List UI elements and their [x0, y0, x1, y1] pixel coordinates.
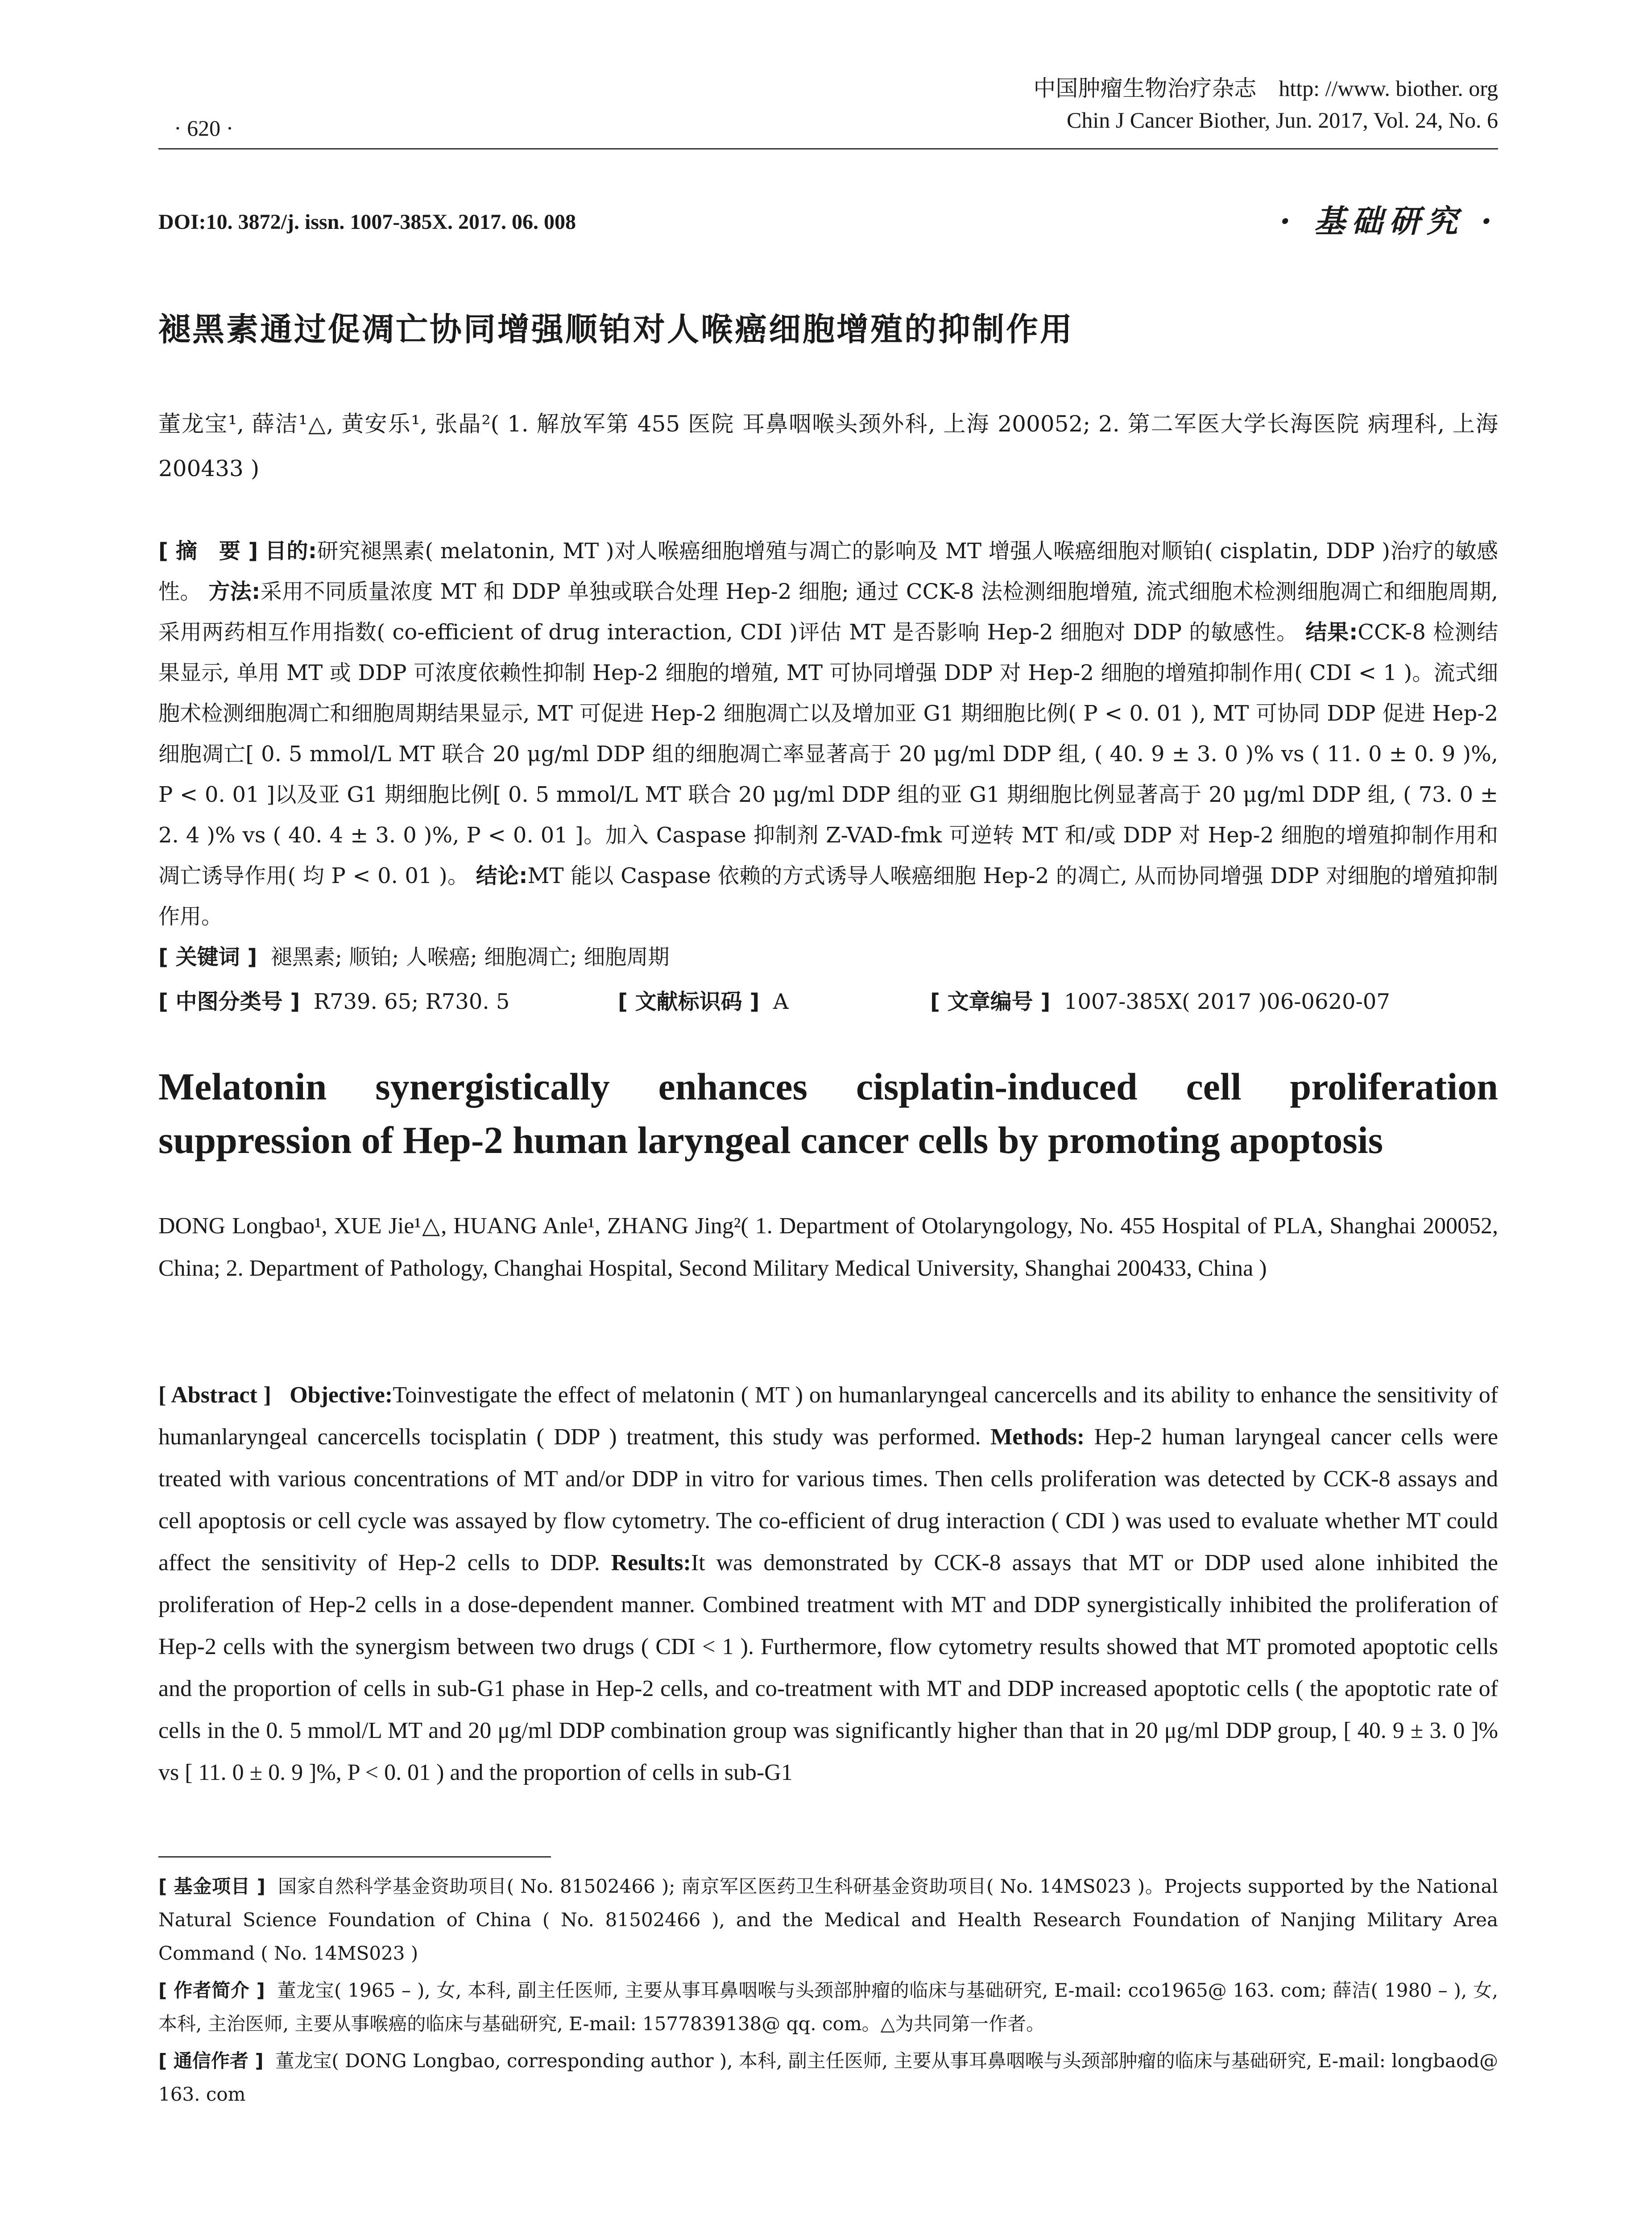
journal-header-en: Chin J Cancer Biother, Jun. 2017, Vol. 24, No. 6: [1067, 108, 1498, 133]
results-cn: CCK-8 检测结果显示, 单用 MT 或 DDP 可浓度依赖性抑制 Hep-2 细胞的增殖, MT 可协同增强 DDP 对 Hep-2 细胞的增殖抑制作用( CDI < 1 )。流式细胞术检测细胞凋亡和细胞周期结果显示, MT 可促进 Hep-2 细胞凋亡以及增加亚 G1 期细胞比例( P < 0. 01 ), MT 可协同 DDP 促进 Hep-2 细胞凋亡[ 0. 5 mmol/L MT 联合 20 μg/ml DDP 组的细胞凋亡率显著高于 20 μg/ml DDP 组, ( 40. 9 ± 3. 0 )% vs ( 11. 0 ± 0. 9 )%, P < 0. 01 ]以及亚 G1 期细胞比例[ 0. 5 mmol/L MT 联合 20 μg/ml DDP 组的亚 G1 期细胞比例显著高于 20 μg/ml DDP 组, ( 73. 0 ± 2. 4 )% vs ( 40. 4 ± 3. 0 )%, P < 0. 01 ]。加入 Caspase 抑制剂 Z-VAD-fmk 可逆转 MT 和/或 DDP 对 Hep-2 细胞的增殖抑制作用和凋亡诱导作用( 均 P < 0. 01 )。: [158, 620, 1498, 888]
conclusion-cn: MT 能以 Caspase 依赖的方式诱导人喉癌细胞 Hep-2 的凋亡, 从而协同增强 DDP 对细胞的增殖抑制作用。: [158, 863, 1498, 929]
fund-text: 国家自然科学基金资助项目( No. 81502466 ); 南京军区医药卫生科研基金资助项目( No. 14MS023 )。Projects supported by the National Natural Science Foundation of China ( No. 81502466 ), and the Medical and Health Research Foundation of Nanjing Military Area Command ( No. 14MS023 ): [158, 1875, 1498, 1964]
results-en-label: Results:: [611, 1550, 691, 1576]
footnote-fund: [158, 1870, 1498, 1970]
corr-text: 董龙宝( DONG Longbao, corresponding author ), 本科, 副主任医师, 主要从事耳鼻咽喉与头颈部肿瘤的临床与基础研究, E-mail: longbaod@ 163. com: [158, 2050, 1498, 2105]
article-no-label: [ 文章编号 ]: [930, 989, 1051, 1014]
results-en: It was demonstrated by CCK-8 assays that MT or DDP used alone inhibited the proliferation of Hep-2 cells in a dose-dependent manner. Combined treatment with MT and DDP synergistically inhibited the proliferation of Hep-2 cells with the synergism between two drugs ( CDI < 1 ). Furthermore, flow cytometry results showed that MT promoted apoptotic cells and the proportion of cells in sub-G1 phase in Hep-2 cells, and co-treatment with MT and DDP increased apoptotic cells ( the apoptotic rate of cells in the 0. 5 mmol/L MT and 20 μg/ml DDP combination group was significantly higher than that in 20 μg/ml DDP group, [ 40. 9 ± 3. 0 ]% vs [ 11. 0 ± 0. 9 ]%, P < 0. 01 ) and the proportion of cells in sub-G1: [158, 1550, 1499, 1785]
results-cn-label: 结果:: [1305, 620, 1358, 645]
fund-label: [ 基金项目 ]: [158, 1875, 265, 1897]
abstract-cn: [158, 531, 1498, 937]
header-rule: [158, 148, 1498, 149]
footnote-corresponding: [158, 2044, 1498, 2111]
footnotes: [158, 1870, 1498, 2115]
abstract-cn-label: [ 摘 要 ]: [158, 539, 258, 564]
authors-cn: [158, 402, 1498, 491]
title-cn: 褪黑素通过促凋亡协同增强顺铂对人喉癌细胞增殖的抑制作用: [158, 311, 1074, 348]
bio-text: 董龙宝( 1965 – ), 女, 本科, 副主任医师, 主要从事耳鼻咽喉与头颈部肿瘤的临床与基础研究, E-mail: cco1965@ 163. com; 薛洁( 1980 – ), 女, 本科, 主治医师, 主要从事喉癌的临床与基础研究, E-mail: 1577839138@ qq. com。△为共同第一作者。: [158, 1979, 1498, 2035]
keywords-cn-label: [ 关键词 ]: [158, 945, 257, 970]
affiliations-en: ( 1. Department of Otolaryngology, No. 455 Hospital of PLA, Shanghai 200052, China; 2. Department of Pathology, Changhai Hospital, Second Military Medical University, Shanghai 200433, China ): [158, 1213, 1499, 1281]
bio-label: [ 作者简介 ]: [158, 1979, 265, 2001]
footnote-rule: [158, 1856, 551, 1858]
keywords-cn: [158, 937, 1498, 978]
keywords-cn-text: 褪黑素; 顺铂; 人喉癌; 细胞凋亡; 细胞周期: [270, 945, 670, 970]
page-number: · 620 ·: [174, 116, 234, 141]
classification-row: [158, 982, 1498, 1022]
affiliations-cn: ( 1. 解放军第 455 医院 耳鼻咽喉头颈外科, 上海 200052; 2. 第二军医大学长海医院 病理科, 上海 200433 ): [158, 411, 1498, 481]
objective-cn: 研究褪黑素( melatonin, MT )对人喉癌细胞增殖与凋亡的影响及 MT 增强人喉癌细胞对顺铂( cisplatin, DDP )治疗的敏感性。: [158, 539, 1498, 604]
clc-value: R739. 65; R730. 5: [313, 989, 510, 1014]
methods-cn: 采用不同质量浓度 MT 和 DDP 单独或联合处理 Hep-2 细胞; 通过 CCK-8 法检测细胞增殖, 流式细胞术检测细胞凋亡和细胞周期, 采用两药相互作用指数( co-efficient of drug interaction, CDI )评估 MT 是否影响 Hep-2 细胞对 DDP 的敏感性。: [158, 579, 1498, 645]
column-tag: · 基础研究 ·: [1279, 203, 1498, 240]
doc-code-label: [ 文献标识码 ]: [618, 989, 760, 1014]
article-no-value: 1007-385X( 2017 )06-0620-07: [1064, 989, 1390, 1014]
doi: DOI:10. 3872/j. issn. 1007-385X. 2017. 06. 008: [158, 210, 576, 234]
author-names-en: DONG Longbao¹, XUE Jie¹△, HUANG Anle¹, ZHANG Jing²: [158, 1213, 741, 1239]
methods-en: Hep-2 human laryngeal cancer cells were treated with various concentrations of MT and/or DDP in vitro for various times. Then cells proliferation was detected by CCK-8 assays and cell apoptosis or cell cycle was assayed by flow cytometry. The co-efficient of drug interaction ( CDI ) was used to evaluate whether MT could affect the sensitivity of Hep-2 cells to DDP.: [158, 1424, 1498, 1576]
conclusion-cn-label: 结论:: [476, 863, 528, 888]
doc-code-value: A: [773, 989, 789, 1014]
corr-label: [ 通信作者 ]: [158, 2050, 264, 2072]
methods-cn-label: 方法:: [208, 579, 261, 604]
abstract-en: [158, 1374, 1498, 1794]
journal-header-cn: 中国肿瘤生物治疗杂志 http: //www. biother. org: [1033, 76, 1498, 101]
methods-en-label: Methods:: [990, 1424, 1085, 1450]
authors-en: [158, 1205, 1498, 1290]
footnote-bio: [158, 1974, 1498, 2040]
objective-en: Toinvestigate the effect of melatonin ( MT ) on humanlaryngeal cancercells and its ability to enhance the sensitivity of humanlaryngeal cancercells tocisplatin ( DDP ) treatment, this study was performed.: [158, 1382, 1499, 1450]
objective-cn-label: 目的:: [265, 539, 317, 564]
author-names-cn: 董龙宝¹, 薛洁¹△, 黄安乐¹, 张晶²: [158, 411, 491, 437]
abstract-en-label: [ Abstract ]: [158, 1382, 271, 1408]
clc-label: [ 中图分类号 ]: [158, 989, 300, 1014]
objective-en-label: Objective:: [290, 1382, 393, 1408]
title-en: Melatonin synergistically enhances cisplatin-induced cell proliferation suppression of Hep-2 human laryngeal cancer cells by promoting apoptosis: [158, 1065, 1498, 1161]
